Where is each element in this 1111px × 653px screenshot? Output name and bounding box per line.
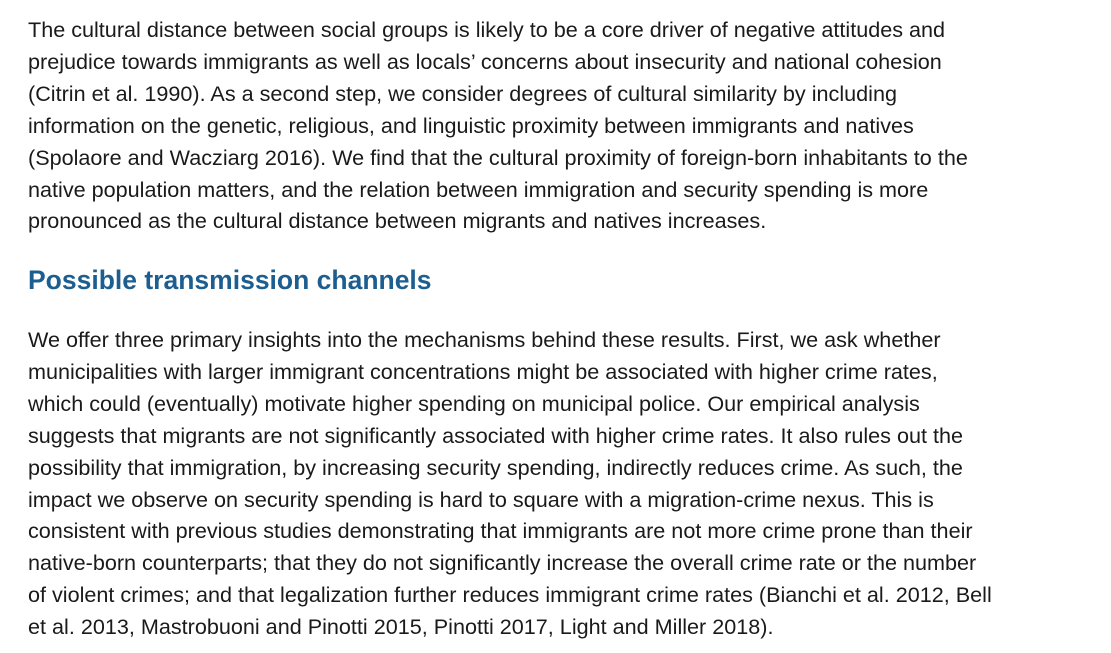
text-line: prejudice towards immigrants as well as locals’ concerns about insecurity and national cohesion — [28, 48, 942, 74]
text-line: native-born counterparts; that they do not significantly increase the overall crime rate or the number — [28, 550, 977, 576]
text-line: of violent crimes; and that legalization further reduces immigrant crime rates (Bianchi et al. 2012, Bell — [28, 582, 992, 608]
text-line: which could (eventually) motivate higher spending on municipal police. Our empirical analysis — [28, 390, 920, 416]
text-line: information on the genetic, religious, and linguistic proximity between immigrants and natives — [28, 112, 914, 138]
section-heading: Possible transmission channels — [28, 265, 432, 295]
paragraph-transmission-channels — [28, 324, 992, 643]
text-line: consistent with previous studies demonstrating that immigrants are not more crime prone than their — [28, 518, 973, 544]
text-line: possibility that immigration, by increasing security spending, indirectly reduces crime. As such, the — [28, 454, 963, 480]
text-line: We offer three primary insights into the mechanisms behind these results. First, we ask whether — [28, 327, 941, 352]
text-line: et al. 2013, Mastrobuoni and Pinotti 2015, Pinotti 2017, Light and Miller 2018). — [28, 614, 774, 640]
text-line: municipalities with larger immigrant concentrations might be associated with higher crime rates, — [28, 358, 938, 384]
text-line: pronounced as the cultural distance between migrants and natives increases. — [28, 208, 767, 234]
text-line: impact we observe on security spending is hard to square with a migration-crime nexus. This is — [28, 486, 934, 512]
text-line: native population matters, and the relation between immigration and security spending is more — [28, 176, 929, 202]
text-line: (Spolaore and Wacziarg 2016). We find that the cultural proximity of foreign-born inhabitants to the — [28, 144, 968, 170]
text-line: suggests that migrants are not significantly associated with higher crime rates. It also rules out the — [28, 422, 963, 448]
text-line: (Citrin et al. 1990). As a second step, we consider degrees of cultural similarity by including — [28, 80, 897, 106]
text-line: The cultural distance between social groups is likely to be a core driver of negative attitudes and — [28, 17, 946, 42]
paragraph-cultural-distance — [28, 14, 968, 237]
